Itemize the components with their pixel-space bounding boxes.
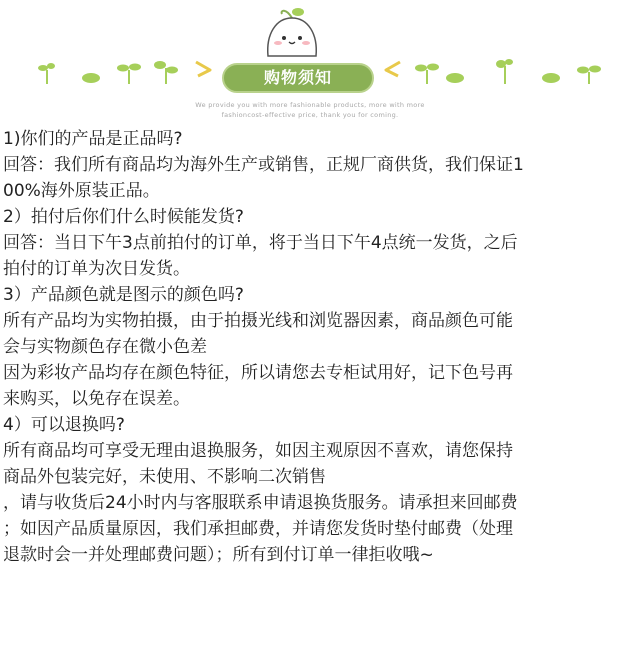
faq-line: 00%海外原装正品。 bbox=[3, 181, 160, 201]
sprout-icon bbox=[576, 62, 602, 84]
faq-line: 1)你们的产品是正品吗? bbox=[3, 129, 183, 149]
tagline-line-1: We provide you with more fashionable products, more with more bbox=[195, 101, 425, 109]
leaf-icon bbox=[80, 70, 102, 84]
sprout-icon bbox=[36, 60, 58, 84]
tagline-line-2: fashioncost-effective price, thank you for coming. bbox=[221, 111, 399, 119]
leaf-icon bbox=[540, 70, 562, 84]
faq-content bbox=[3, 126, 615, 568]
sprout-icon bbox=[152, 56, 180, 84]
leaf-icon bbox=[444, 70, 466, 84]
header-banner bbox=[0, 0, 620, 130]
faq-line: 退款时会一并处理邮费问题）；所有到付订单一律拒收哦~ bbox=[3, 545, 434, 565]
sprout-icon bbox=[494, 56, 516, 84]
triangle-icon bbox=[192, 58, 214, 84]
faq-line: ，请与收货后24小时内与客服联系申请退换货服务。请承担来回邮费 bbox=[3, 493, 518, 513]
faq-line: 回答：当日下午3点前拍付的订单，将于当日下午4点统一发货，之后 bbox=[3, 233, 518, 253]
faq-line: 拍付的订单为次日发货。 bbox=[3, 259, 190, 279]
sprout-icon bbox=[116, 60, 142, 84]
faq-line: 4）可以退换吗? bbox=[3, 415, 125, 435]
faq-line: 因为彩妆产品均存在颜色特征，所以请您去专柜试用好，记下色号再 bbox=[3, 363, 513, 383]
triangle-icon bbox=[382, 58, 404, 84]
faq-line: 2）拍付后你们什么时候能发货? bbox=[3, 207, 244, 227]
faq-line: 商品外包装完好，未使用、不影响二次销售 bbox=[3, 467, 326, 487]
shopping-notice-title: 购物须知 bbox=[222, 63, 374, 93]
faq-line: 回答：我们所有商品均为海外生产或销售，正规厂商供货，我们保证1 bbox=[3, 155, 524, 175]
faq-line: 来购买，以免存在误差。 bbox=[3, 389, 190, 409]
faq-line: 所有产品均为实物拍摄，由于拍摄光线和浏览器因素，商品颜色可能 bbox=[3, 311, 513, 331]
sprout-icon bbox=[414, 60, 440, 84]
faq-line: 所有商品均可享受无理由退换服务，如因主观原因不喜欢，请您保持 bbox=[3, 441, 513, 461]
faq-line: 会与实物颜色存在微小色差 bbox=[3, 337, 207, 357]
faq-line: ；如因产品质量原因，我们承担邮费，并请您发货时垫付邮费（处理 bbox=[3, 519, 513, 539]
mascot-icon bbox=[262, 4, 322, 64]
faq-line: 3）产品颜色就是图示的颜色吗? bbox=[3, 285, 244, 305]
